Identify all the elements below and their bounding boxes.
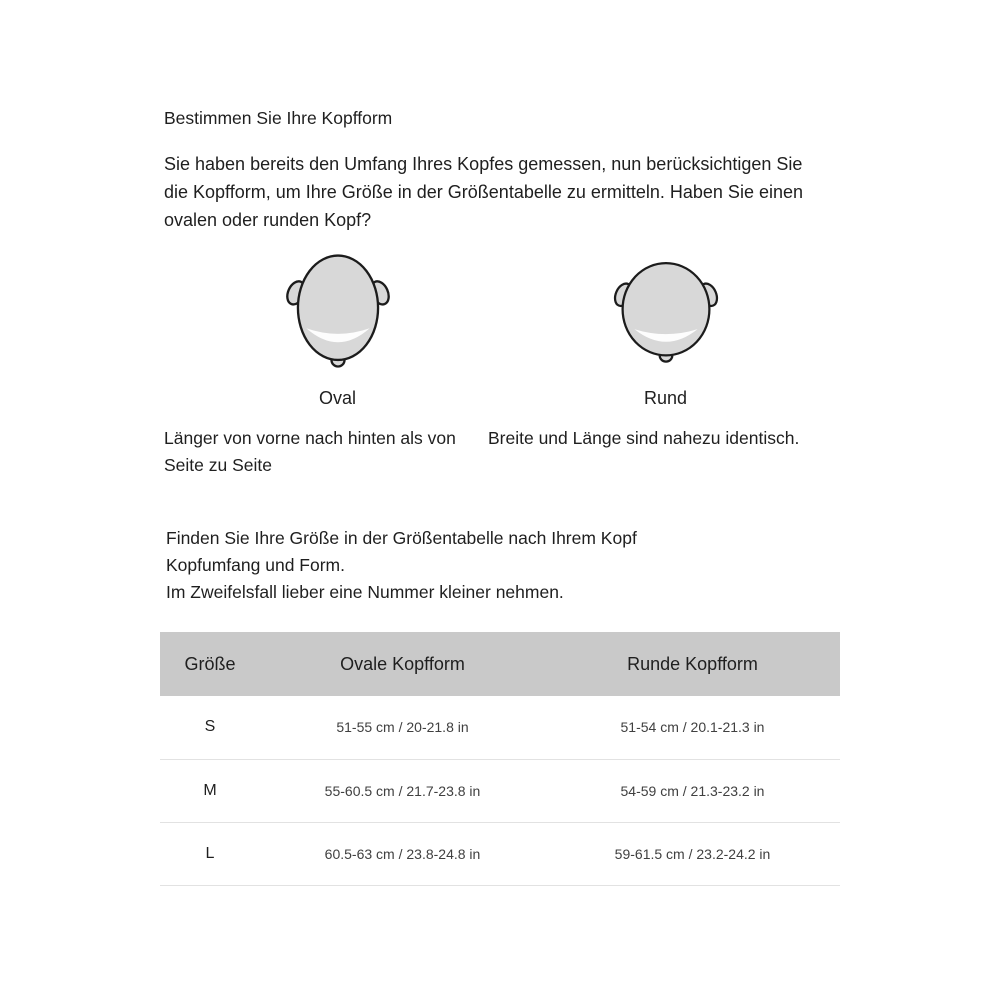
instruction-line-2: Kopfumfang und Form.: [166, 555, 345, 575]
instruction-line-1: Finden Sie Ihre Größe in der Größentabelle nach Ihrem Kopf: [166, 528, 637, 548]
header-round-shape: Runde Kopfform: [545, 632, 840, 696]
oval-shape-column: [270, 248, 405, 409]
size-row-l: [160, 822, 840, 885]
size-label: S: [160, 696, 260, 759]
size-row-s: [160, 696, 840, 759]
size-row-m: [160, 759, 840, 822]
instruction-line-3: Im Zweifelsfall lieber eine Nummer kleiner nehmen.: [166, 582, 564, 602]
round-range: 54-59 cm / 21.3-23.2 in: [545, 759, 840, 822]
round-range: 59-61.5 cm / 23.2-24.2 in: [545, 822, 840, 885]
header-size: Größe: [160, 632, 260, 696]
oval-range: 60.5-63 cm / 23.8-24.8 in: [260, 822, 545, 885]
header-oval-shape: Ovale Kopfform: [260, 632, 545, 696]
round-head-icon-svg: [607, 255, 725, 368]
oval-head-icon: [270, 248, 405, 374]
size-label: L: [160, 822, 260, 885]
round-shape-description: Breite und Länge sind nahezu identisch.: [488, 428, 800, 448]
oval-range: 55-60.5 cm / 21.7-23.8 in: [260, 759, 545, 822]
head-shapes-row: [270, 248, 1000, 409]
oval-range: 51-55 cm / 20-21.8 in: [260, 696, 545, 759]
round-head-icon: [598, 248, 733, 374]
intro-paragraph: Sie haben bereits den Umfang Ihres Kopfes gemessen, nun berücksichtigen Sie die Kopfform, um Ihre Größe in der Größentabelle zu ermitteln. Haben Sie einen ovalen oder runden Kopf?: [164, 154, 803, 230]
oval-shape-label: Oval: [318, 388, 356, 408]
size-table-header-row: [160, 632, 840, 696]
oval-shape-description: Länger von vorne nach hinten als von Seite zu Seite: [164, 428, 456, 475]
round-shape-column: [598, 248, 733, 409]
size-instructions: [166, 525, 1000, 606]
round-range: 51-54 cm / 20.1-21.3 in: [545, 696, 840, 759]
oval-head-icon-svg: [282, 250, 394, 373]
round-shape-label: Rund: [643, 388, 688, 408]
shape-descriptions-row: [164, 425, 1000, 479]
size-label: M: [160, 759, 260, 822]
page-title: Bestimmen Sie Ihre Kopfform: [164, 108, 393, 128]
size-table: [160, 632, 840, 886]
